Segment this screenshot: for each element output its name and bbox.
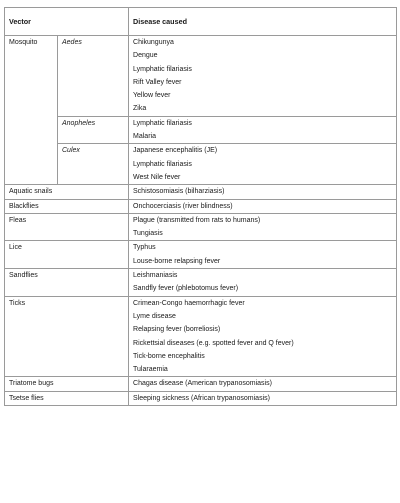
table-row: [5, 144, 397, 185]
vector-cell: Blackflies: [5, 199, 129, 213]
disease-cell: [129, 391, 397, 405]
disease-item: Louse-borne relapsing fever: [133, 257, 221, 265]
disease-item: Chagas disease (American trypanosomiasis): [133, 380, 272, 388]
vector-cell: Aquatic snails: [5, 185, 129, 199]
genus-cell-aedes: Aedes: [58, 36, 129, 117]
header-vector: Vector: [5, 8, 129, 36]
vector-cell: Ticks: [5, 296, 129, 377]
table-row: [5, 269, 397, 297]
disease-item: Relapsing fever (borreliosis): [133, 326, 221, 334]
table-row: [5, 199, 397, 213]
vector-cell: Fleas: [5, 213, 129, 241]
vector-cell: Sandflies: [5, 269, 129, 297]
disease-item: Schistosomiasis (bilharziasis): [133, 188, 225, 196]
disease-cell: [129, 269, 397, 297]
table-row: [5, 377, 397, 391]
disease-cell: [129, 36, 397, 117]
vector-cell: Tsetse flies: [5, 391, 129, 405]
disease-cell: [129, 296, 397, 377]
disease-item: Lymphatic filariasis: [133, 65, 192, 73]
vector-cell: Lice: [5, 241, 129, 269]
disease-item: Japanese encephalitis (JE): [133, 147, 218, 155]
table-row: [5, 391, 397, 405]
table-row: [5, 213, 397, 241]
header-row: [5, 8, 397, 36]
disease-item: Dengue: [133, 52, 158, 60]
disease-cell: [129, 199, 397, 213]
disease-item: Crimean-Congo haemorrhagic fever: [133, 299, 245, 307]
table-row: [5, 185, 397, 199]
disease-item: West Nile fever: [133, 173, 181, 181]
disease-cell: [129, 185, 397, 199]
disease-item: Tungiasis: [133, 230, 163, 238]
disease-item: Onchocerciasis (river blindness): [133, 202, 233, 210]
disease-item: Sleeping sickness (African trypanosomiasis): [133, 394, 270, 402]
disease-item: Zika: [133, 105, 147, 113]
disease-item: Plague (transmitted from rats to humans): [133, 216, 261, 224]
disease-item: Lyme disease: [133, 312, 176, 320]
disease-item: Tularaemia: [133, 366, 168, 374]
genus-cell-anopheles: Anopheles: [58, 116, 129, 144]
genus-cell-culex: Culex: [58, 144, 129, 185]
disease-item: Tick-borne encephalitis: [133, 352, 205, 360]
vector-disease-table: [4, 7, 397, 406]
table-row: [5, 36, 397, 117]
disease-item: Chikungunya: [133, 39, 174, 46]
disease-cell: [129, 213, 397, 241]
disease-item: Leishmaniasis: [133, 272, 178, 280]
header-disease-caused: Disease caused: [129, 8, 397, 36]
disease-item: Rickettsial diseases (e.g. spotted fever and Q fever): [133, 339, 294, 347]
disease-cell: [129, 116, 397, 144]
disease-cell: [129, 144, 397, 185]
disease-item: Lymphatic filariasis: [133, 119, 192, 127]
disease-item: Malaria: [133, 133, 156, 141]
disease-item: Yellow fever: [133, 92, 171, 100]
table-row: [5, 241, 397, 269]
vector-cell: Triatome bugs: [5, 377, 129, 391]
table-row: [5, 296, 397, 377]
table-row: [5, 116, 397, 144]
disease-item: Typhus: [133, 244, 156, 252]
disease-item: Sandfly fever (phlebotomus fever): [133, 285, 239, 293]
disease-cell: [129, 241, 397, 269]
vector-cell-mosquito: Mosquito: [5, 36, 58, 185]
disease-item: Rift Valley fever: [133, 78, 182, 86]
disease-cell: [129, 377, 397, 391]
disease-item: Lymphatic filariasis: [133, 160, 192, 168]
